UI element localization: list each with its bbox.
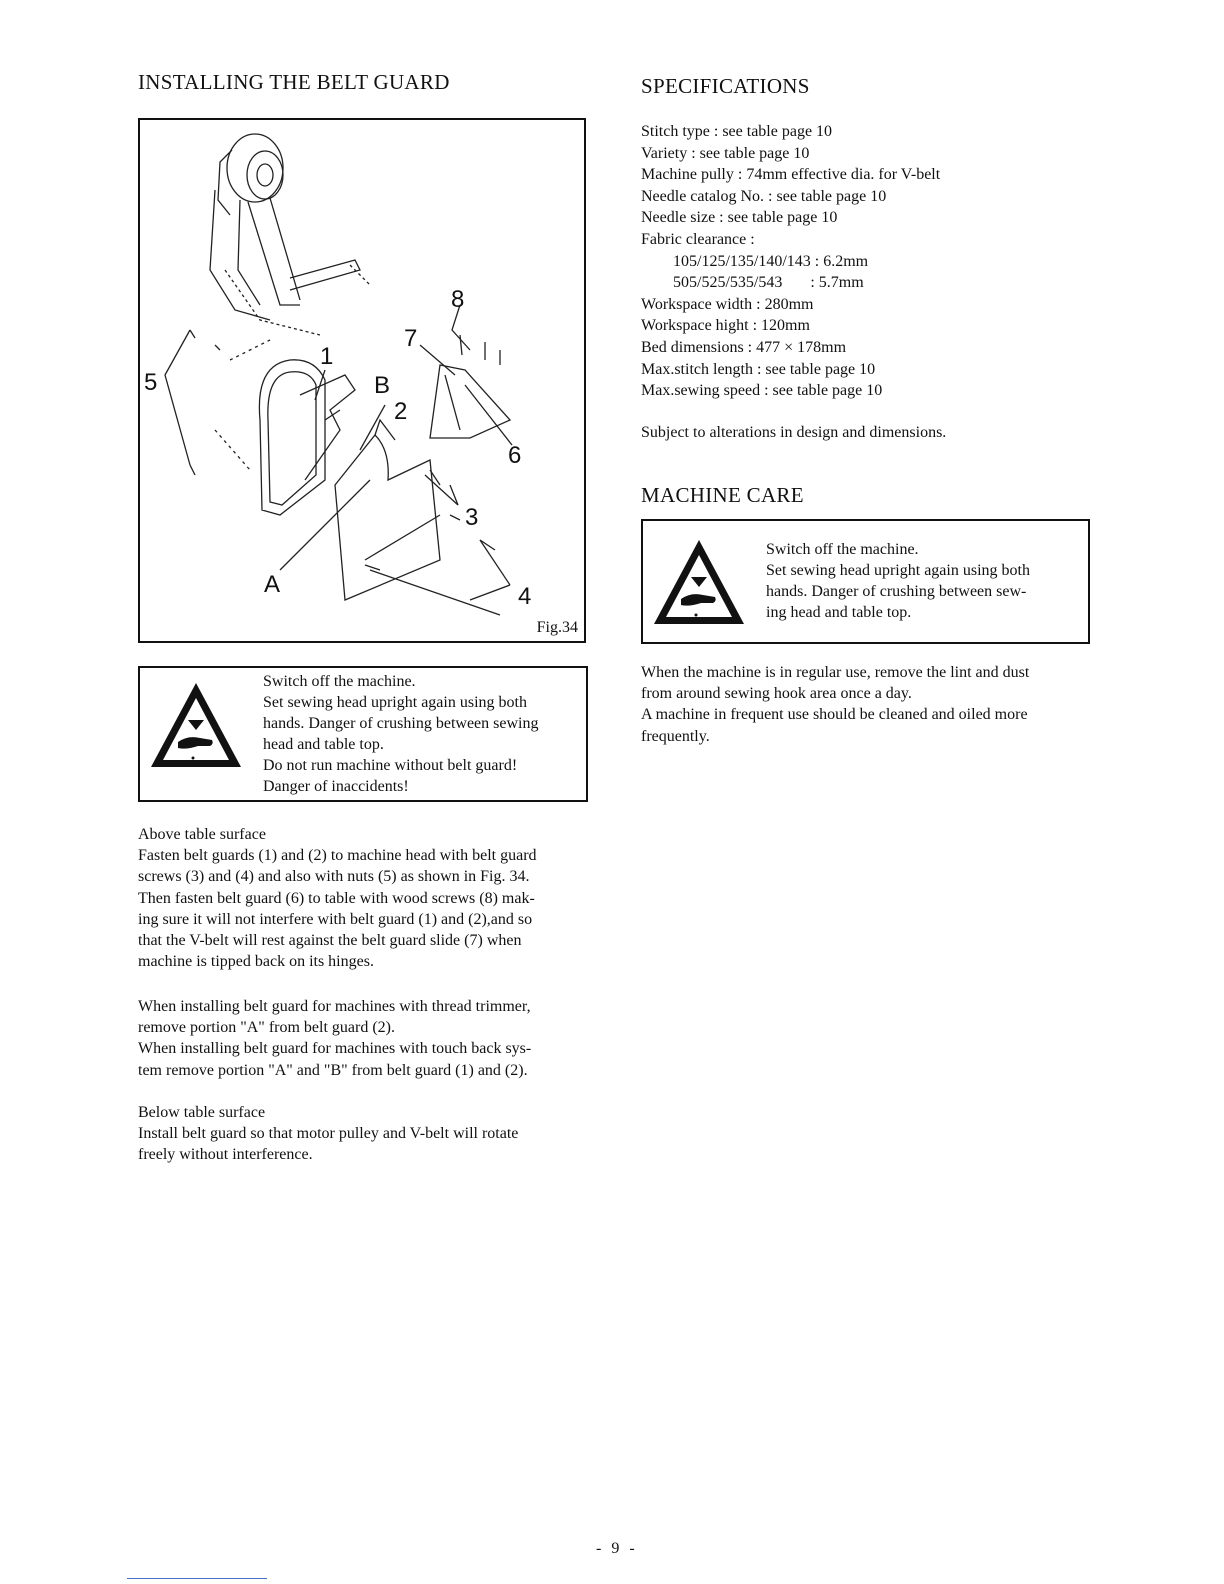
below-table-section [138, 1102, 518, 1166]
spec-line: Max.stitch length : see table page 10 [641, 360, 876, 378]
machine-care-warning-text [766, 539, 1030, 623]
figure-34 [138, 118, 586, 643]
diagram-label-4: 4 [518, 583, 532, 610]
diagram-label-1: 1 [320, 343, 334, 370]
diagram-label-2: 2 [394, 398, 408, 425]
alterations-note [641, 422, 946, 443]
crush-hazard-warning-icon [148, 680, 244, 770]
paragraph-line: Install belt guard so that motor pulley and V-belt will rotate [138, 1125, 519, 1143]
paragraph-line: that the V-belt will rest against the belt guard slide (7) when [138, 932, 522, 950]
diagram-label-6: 6 [508, 442, 522, 469]
above-table-section [138, 824, 537, 972]
warning-text [263, 671, 538, 797]
warning-line: Switch off the machine. [263, 673, 416, 690]
machine-care-text [641, 662, 1029, 747]
machine-head-sketch [210, 190, 370, 335]
paragraph-line: screws (3) and (4) and also with nuts (5) as shown in Fig. 34. [138, 868, 530, 886]
page-number: - 9 - [596, 1540, 638, 1557]
spec-line: Bed dimensions : 477 × 178mm [641, 338, 847, 356]
paragraph-line: Fasten belt guards (1) and (2) to machine head with belt guard [138, 847, 537, 865]
diagram-label-5: 5 [144, 369, 158, 396]
paragraph-line: When installing belt guard for machines with thread trimmer, [138, 998, 531, 1015]
spec-line: Workspace width : 280mm [641, 295, 814, 313]
spec-line: Needle size : see table page 10 [641, 209, 838, 227]
warning-line: Danger of inaccidents! [263, 778, 409, 795]
warning-line: hands. Danger of crushing between sewing [263, 715, 539, 732]
warning-line: head and table top. [263, 736, 384, 753]
warning-line: Do not run machine without belt guard! [263, 757, 518, 774]
spec-line: Fabric clearance : [641, 230, 755, 248]
paragraph-line: tem remove portion "A" and "B" from belt guard (1) and (2). [138, 1061, 528, 1079]
below-table-heading: Below table surface [138, 1104, 266, 1121]
thread-trimmer-section [138, 996, 531, 1081]
paragraph-line: from around sewing hook area once a day. [641, 685, 912, 703]
above-table-heading: Above table surface [138, 826, 266, 843]
warning-line: hands. Danger of crushing between sew- [766, 583, 1027, 600]
section-title-specifications: SPECIFICATIONS [641, 74, 810, 98]
section-title-machine-care: MACHINE CARE [641, 483, 804, 507]
warning-line: ing head and table top. [766, 604, 912, 621]
paragraph-line: When installing belt guard for machines with touch back sys- [138, 1040, 532, 1058]
diagram-label-A: A [264, 571, 281, 598]
diagram-label-3: 3 [465, 504, 479, 531]
paragraph-line: When the machine is in regular use, remove the lint and dust [641, 664, 1030, 681]
screws-and-leader-lines [165, 305, 512, 615]
diagram-label-7: 7 [404, 325, 418, 352]
pulley-icon [218, 134, 283, 215]
spec-line: Machine pully : 74mm effective dia. for V-belt [641, 166, 941, 184]
footer-rule [127, 1578, 267, 1579]
clearance-line: 105/125/135/140/143 : 6.2mm [673, 252, 869, 270]
crush-hazard-warning-icon [651, 537, 747, 627]
belt-guard-1 [259, 360, 355, 515]
spec-line: Max.sewing speed : see table page 10 [641, 382, 883, 400]
paragraph-line: Then fasten belt guard (6) to table with wood screws (8) mak- [138, 889, 535, 907]
warning-box-belt-guard [138, 666, 588, 802]
paragraph-line: machine is tipped back on its hinges. [138, 953, 374, 971]
spec-line: Needle catalog No. : see table page 10 [641, 187, 887, 205]
warning-line: Set sewing head upright again using both [263, 694, 527, 711]
spec-line: Stitch type : see table page 10 [641, 123, 833, 140]
clearance-line: 505/525/535/543 : 5.7mm [673, 274, 864, 292]
paragraph-line: frequently. [641, 727, 710, 745]
diagram-label-8: 8 [451, 286, 465, 313]
note-line: Subject to alterations in design and dimensions. [641, 424, 947, 441]
belt-guard-2 [335, 420, 440, 600]
warning-line: Switch off the machine. [766, 541, 919, 558]
figure-caption: Fig.34 [536, 619, 578, 636]
spec-line: Workspace hight : 120mm [641, 317, 810, 335]
warning-line: Set sewing head upright again using both [766, 562, 1030, 579]
paragraph-line: remove portion "A" from belt guard (2). [138, 1019, 395, 1037]
paragraph-line: A machine in frequent use should be cleaned and oiled more [641, 706, 1028, 724]
warning-box-machine-care [641, 519, 1090, 644]
belt-guard-diagram [140, 120, 584, 641]
diagram-label-B: B [374, 372, 391, 399]
spec-line: Variety : see table page 10 [641, 144, 810, 162]
section-title-belt-guard: INSTALLING THE BELT GUARD [138, 70, 450, 94]
paragraph-line: freely without interference. [138, 1146, 313, 1164]
paragraph-line: ing sure it will not interfere with belt guard (1) and (2),and so [138, 910, 533, 928]
specifications-list [641, 121, 940, 402]
